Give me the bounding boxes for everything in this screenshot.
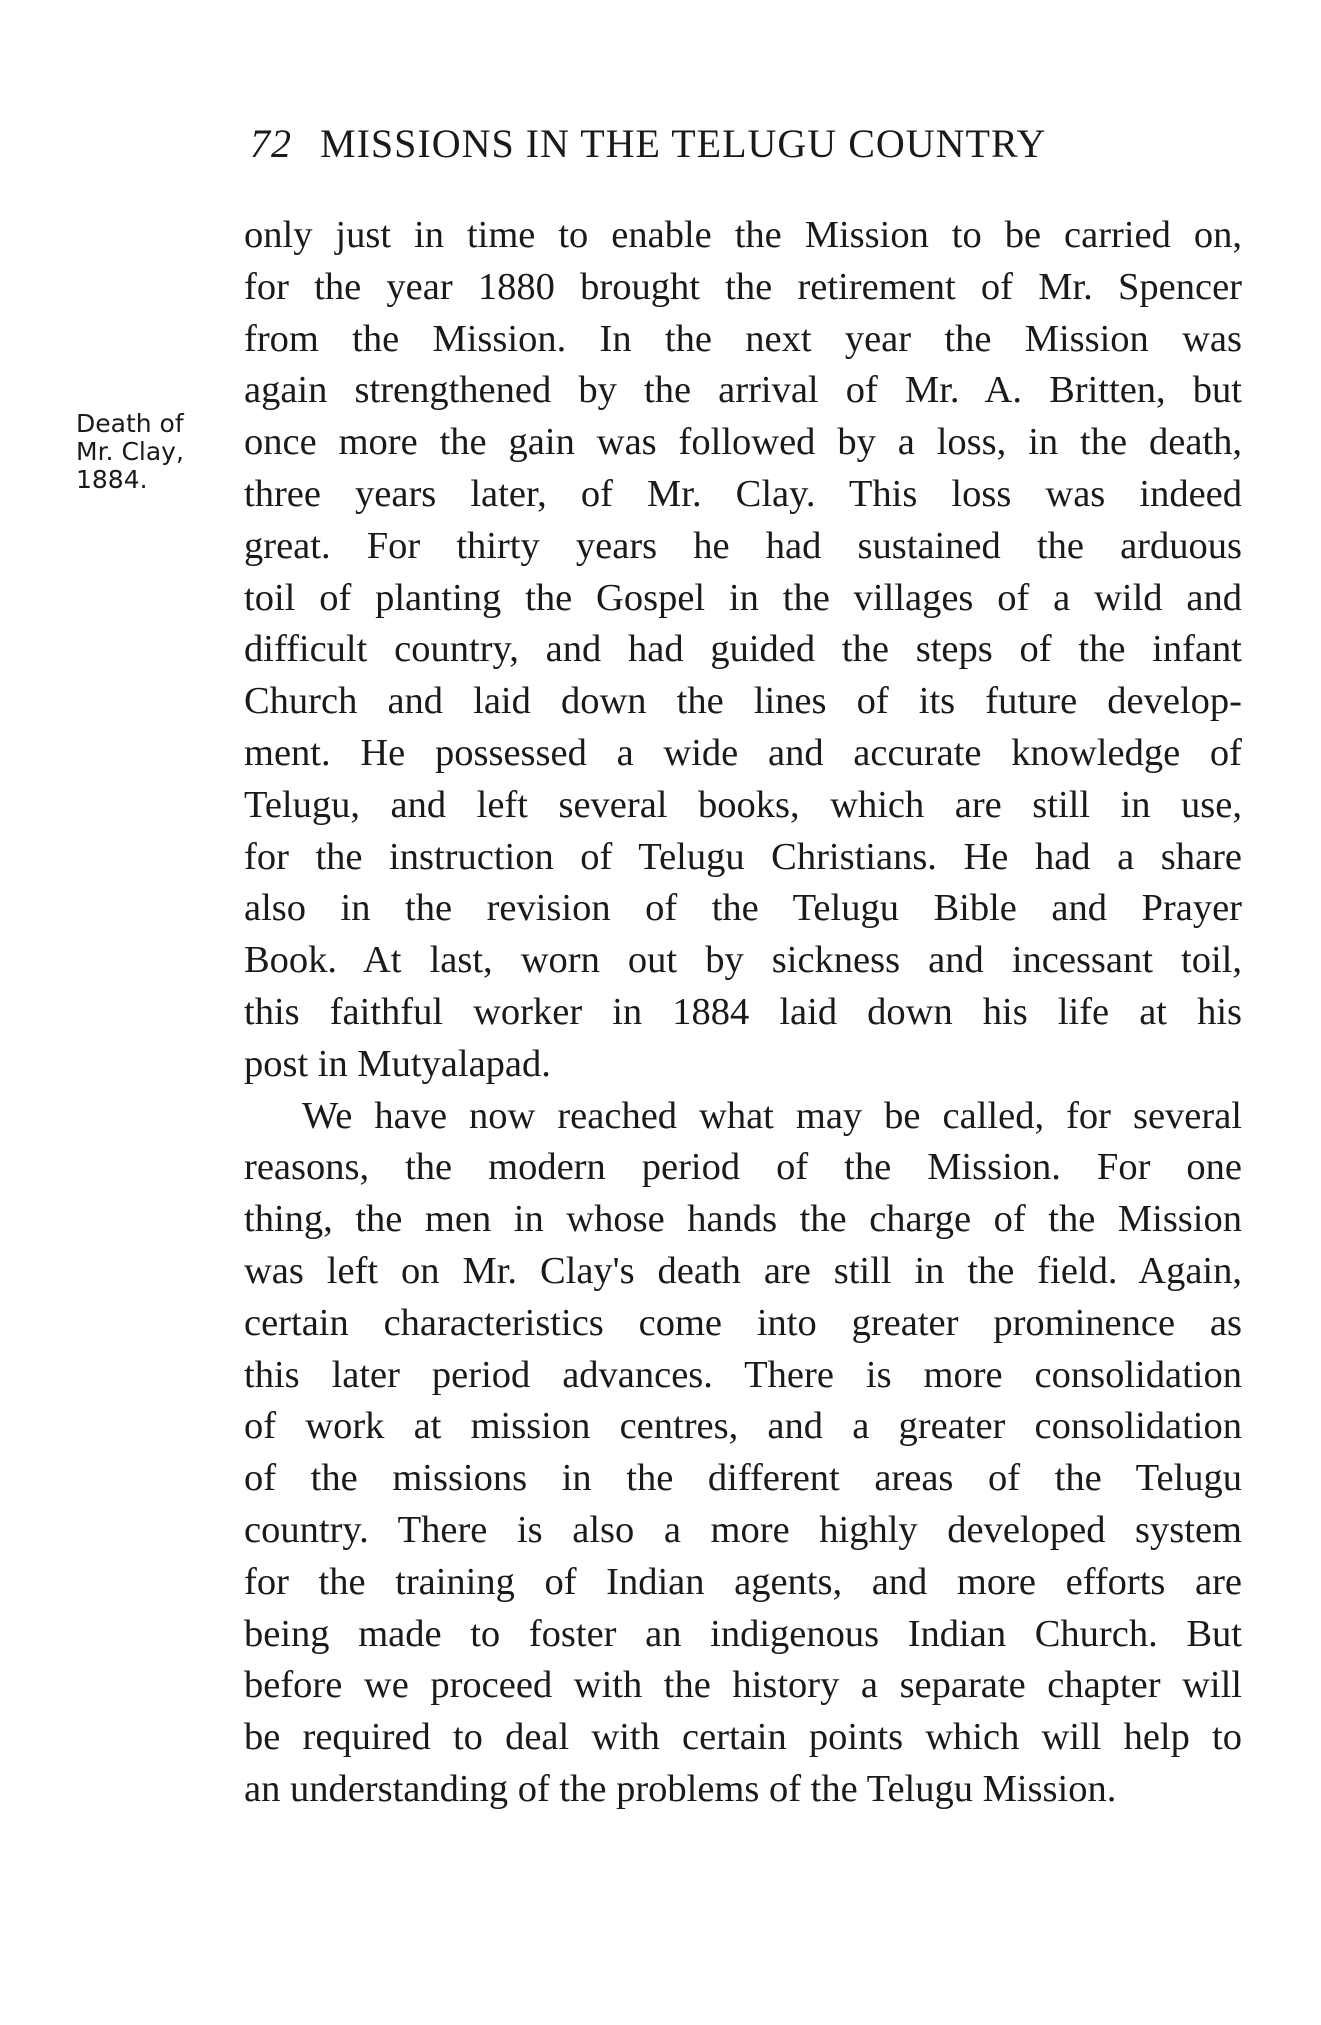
text-line: once more the gain was followed by a loss, in the death, xyxy=(244,421,1242,464)
text-line: Book. At last, worn out by sickness and incessant toil, xyxy=(244,939,1242,982)
text-line: certain characteristics come into greater prominence as xyxy=(244,1301,1242,1344)
margin-note-line: Mr. Clay, xyxy=(76,437,184,466)
text-line: of work at mission centres, and a greater consolidation xyxy=(244,1405,1242,1448)
running-title: MISSIONS IN THE TELUGU COUNTRY xyxy=(320,121,1047,166)
text-line: for the instruction of Telugu Christians. He had a share xyxy=(244,835,1242,878)
margin-note-line: Death of xyxy=(76,409,184,438)
text-line: again strengthened by the arrival of Mr. A. Britten, but xyxy=(244,369,1242,412)
text-line: ment. He possessed a wide and accurate knowledge of xyxy=(244,731,1242,774)
text-line: for the training of Indian agents, and more efforts are xyxy=(244,1560,1242,1603)
text-line: difficult country, and had guided the steps of the infant xyxy=(244,628,1242,671)
text-line: be required to deal with certain points which will help to xyxy=(244,1716,1242,1759)
text-line: reasons, the modern period of the Mission. For one xyxy=(244,1146,1242,1189)
text-line: Telugu, and left several books, which are still in use, xyxy=(244,783,1242,826)
margin-note-line: 1884. xyxy=(76,465,148,494)
text-line: this faithful worker in 1884 laid down his life at his xyxy=(244,990,1242,1033)
text-line: three years later, of Mr. Clay. This loss was indeed xyxy=(244,472,1242,515)
text-line: thing, the men in whose hands the charge of the Mission xyxy=(244,1198,1242,1241)
text-line: an understanding of the problems of the Telugu Mission. xyxy=(244,1767,1117,1810)
text-line: only just in time to enable the Mission to be carried on, xyxy=(244,214,1242,256)
text-line: post in Mutyalapad. xyxy=(244,1042,551,1085)
text-line: this later period advances. There is more consolidation xyxy=(244,1353,1242,1396)
body-text xyxy=(244,210,1242,1816)
text-line: great. For thirty years he had sustained the arduous xyxy=(244,524,1242,567)
text-line: We have now reached what may be called, for several xyxy=(302,1094,1242,1137)
text-line: being made to foster an indigenous Indian Church. But xyxy=(244,1612,1242,1655)
text-line: for the year 1880 brought the retirement of Mr. Spencer xyxy=(244,265,1242,308)
text-line: before we proceed with the history a separate chapter will xyxy=(244,1664,1242,1707)
text-line: toil of planting the Gospel in the villages of a wild and xyxy=(244,576,1242,619)
text-line: from the Mission. In the next year the Mission was xyxy=(244,317,1242,360)
text-line: of the missions in the different areas of the Telugu xyxy=(244,1457,1242,1500)
paragraph-2 xyxy=(244,1091,1242,1816)
margin-note xyxy=(76,410,236,494)
running-head xyxy=(250,120,1240,167)
text-line: country. There is also a more highly developed system xyxy=(244,1508,1242,1551)
text-line: also in the revision of the Telugu Bible and Prayer xyxy=(244,887,1242,930)
paragraph-1 xyxy=(244,210,1242,1091)
text-line: was left on Mr. Clay's death are still in the field. Again, xyxy=(244,1249,1242,1292)
text-line: Church and laid down the lines of its future develop- xyxy=(244,680,1242,723)
page-number: 72 xyxy=(250,121,292,166)
